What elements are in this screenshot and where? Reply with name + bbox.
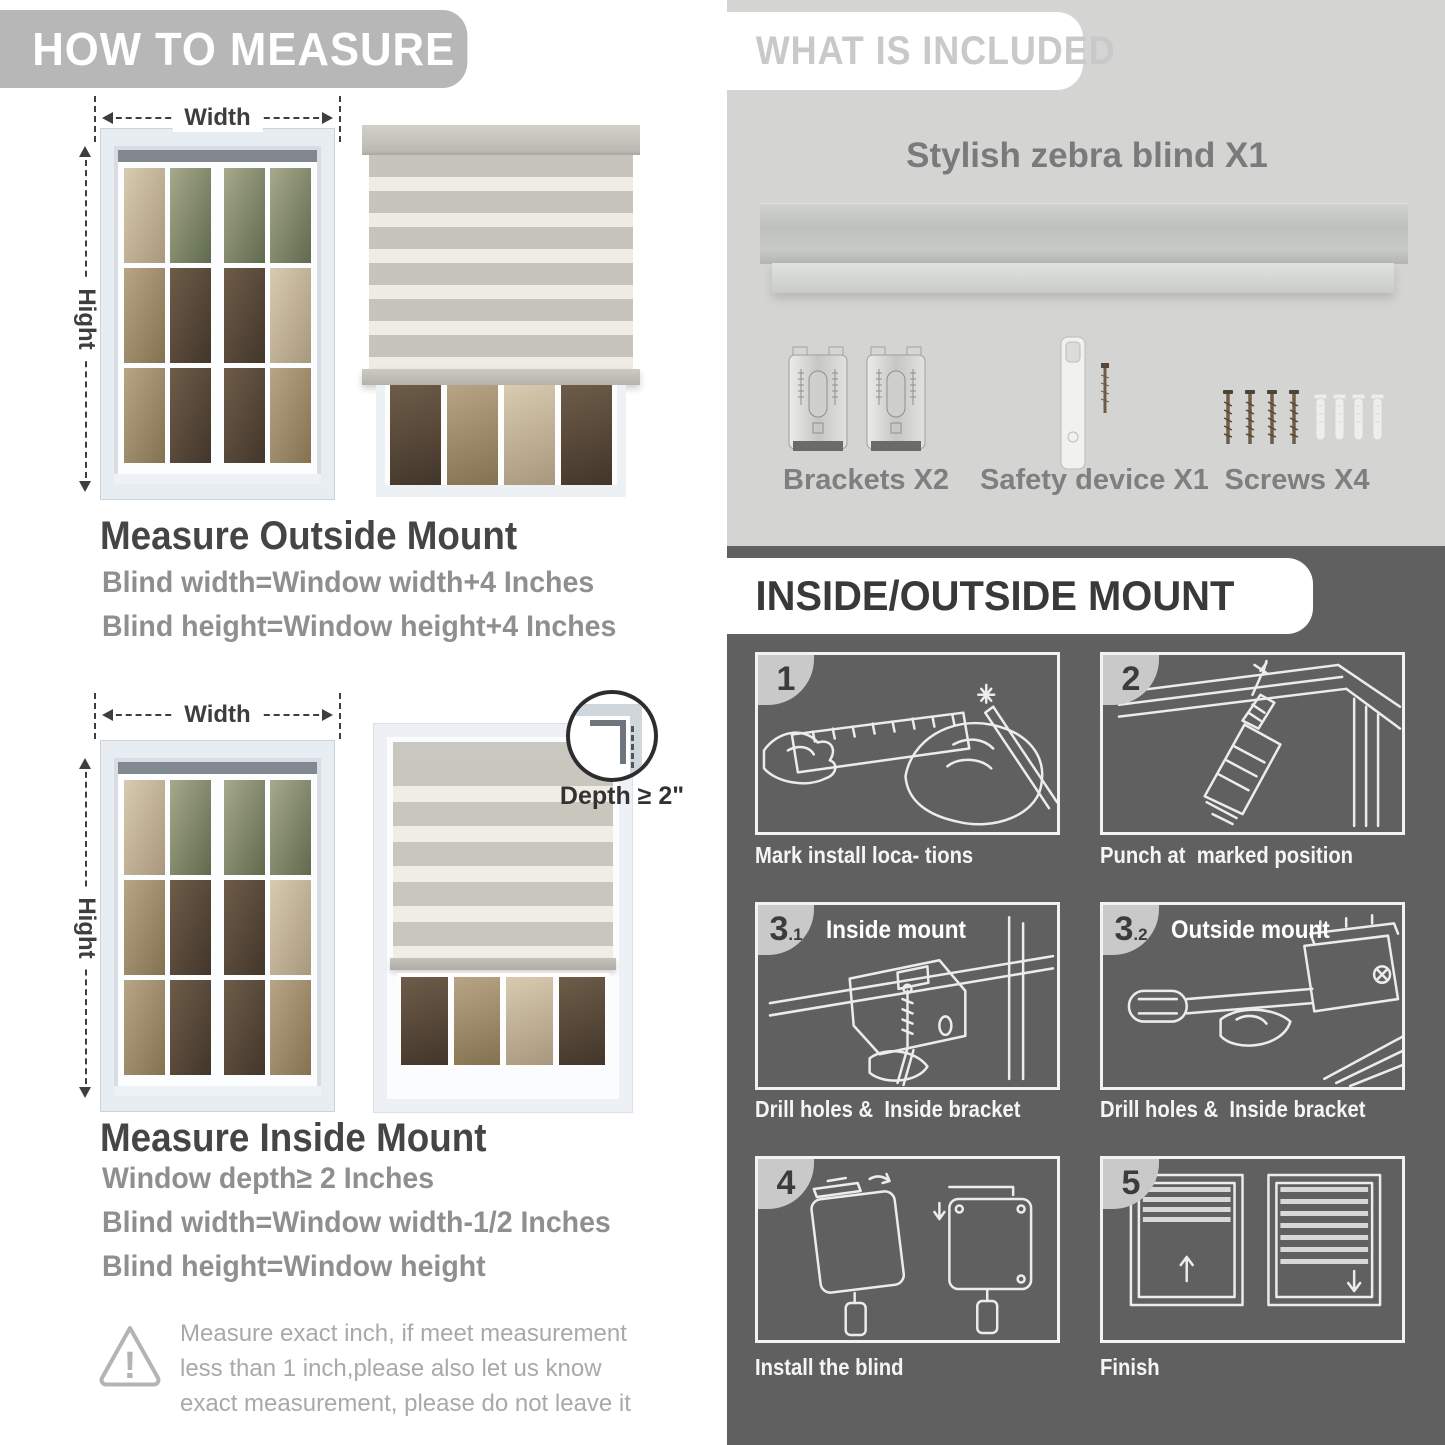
height-label: Hight <box>72 278 100 359</box>
outside-mount-title: Measure Outside Mount <box>100 514 518 558</box>
window-corner-inner <box>590 720 626 764</box>
step-number-badge: 1 <box>758 655 814 705</box>
step-number-badge: 3.1 <box>758 905 814 955</box>
step-caption-4: Install the blind <box>755 1354 904 1380</box>
width-dimension-arrow-outside <box>94 104 341 132</box>
screws-and-anchors-icon <box>1218 386 1398 476</box>
warning-text: Measure exact inch, if meet measurement less than 1 inch,please also let us know exact measurement, please do not leave it <box>180 1320 631 1417</box>
zebra-blind-outside-mount-figure <box>362 125 640 497</box>
blind-headrail-bottom <box>772 263 1394 293</box>
step-title: Outside mount <box>1171 916 1330 944</box>
outside-height-formula: Blind height=Window height+4 Inches <box>102 610 617 643</box>
glass-pane <box>447 385 498 485</box>
glass-pane <box>390 385 441 485</box>
step-number-badge: 4 <box>758 1159 814 1209</box>
step-panel-2 <box>1100 652 1405 835</box>
step-panel-5 <box>1100 1156 1405 1343</box>
depth-label: Depth ≥ 2" <box>559 782 685 810</box>
bracket-icon <box>863 345 929 463</box>
blind-bottom-rail <box>362 369 640 385</box>
step-caption-2: Punch at marked position <box>1100 842 1354 868</box>
window-photo-outside <box>100 128 335 500</box>
safety-device-label: Safety device X1 <box>980 464 1209 496</box>
width-label: Width <box>172 701 262 729</box>
glass-pane <box>559 977 606 1065</box>
step-panel-3-1 <box>755 902 1060 1090</box>
mount-banner <box>727 558 1313 634</box>
blind-headrail-front <box>760 203 1408 264</box>
width-dimension-arrow-inside <box>94 701 341 729</box>
window-below-blind <box>397 973 609 1069</box>
glass-pane <box>504 385 555 485</box>
step-title: Inside mount <box>826 916 967 944</box>
step-number-badge: 2 <box>1103 655 1159 705</box>
glass-pane <box>401 977 448 1065</box>
how-to-measure-banner: HOW TO MEASURE <box>0 10 467 88</box>
inside-depth-formula: Window depth≥ 2 Inches <box>102 1162 435 1195</box>
depth-magnifier-icon <box>566 690 658 782</box>
brackets-icon <box>785 345 929 463</box>
step-panel-3-2 <box>1100 902 1405 1090</box>
what-is-included-banner <box>727 12 1116 90</box>
window-photo-inside <box>100 740 335 1112</box>
step-number-badge: 5 <box>1103 1159 1159 1209</box>
step-caption-3-2: Drill holes & Inside bracket <box>1100 1096 1366 1122</box>
blind-cassette <box>362 125 640 155</box>
step-caption-5: Finish <box>1100 1354 1160 1380</box>
step-panel-1 <box>755 652 1060 835</box>
blind-striped-fabric <box>369 155 633 369</box>
step-caption-3-1: Drill holes & Inside bracket <box>755 1096 1021 1122</box>
inside-height-formula: Blind height=Window height <box>102 1250 486 1283</box>
bracket-icon <box>785 345 851 463</box>
safety-device-icon <box>1055 333 1119 475</box>
step-number-badge: 3.2 <box>1103 905 1159 955</box>
inside-width-formula: Blind width=Window width-1/2 Inches <box>102 1206 611 1239</box>
warning-exclamation: ! <box>123 1345 137 1387</box>
glass-pane <box>506 977 553 1065</box>
warning-icon <box>94 1320 166 1390</box>
product-label: Stylish zebra blind X1 <box>906 136 1268 175</box>
step-caption-1: Mark install loca- tions <box>755 842 974 868</box>
width-label: Width <box>172 104 262 132</box>
glass-pane <box>454 977 501 1065</box>
step-panel-4 <box>755 1156 1060 1343</box>
inside-mount-title: Measure Inside Mount <box>100 1116 487 1160</box>
height-dimension-arrow-inside <box>72 750 100 1106</box>
outside-width-formula: Blind width=Window width+4 Inches <box>102 566 595 599</box>
glass-pane <box>561 385 612 485</box>
brackets-label: Brackets X2 <box>783 464 950 496</box>
screws-label: Screws X4 <box>1224 464 1370 496</box>
depth-dashed-line <box>631 726 634 768</box>
height-label: Hight <box>72 887 100 968</box>
mount-title: INSIDE/OUTSIDE MOUNT <box>755 572 1235 619</box>
what-is-included-title: WHAT IS INCLUDED <box>755 29 1116 73</box>
height-dimension-arrow-outside <box>72 138 100 500</box>
window-below-blind <box>376 385 626 497</box>
blind-bottom-rail <box>390 958 616 970</box>
